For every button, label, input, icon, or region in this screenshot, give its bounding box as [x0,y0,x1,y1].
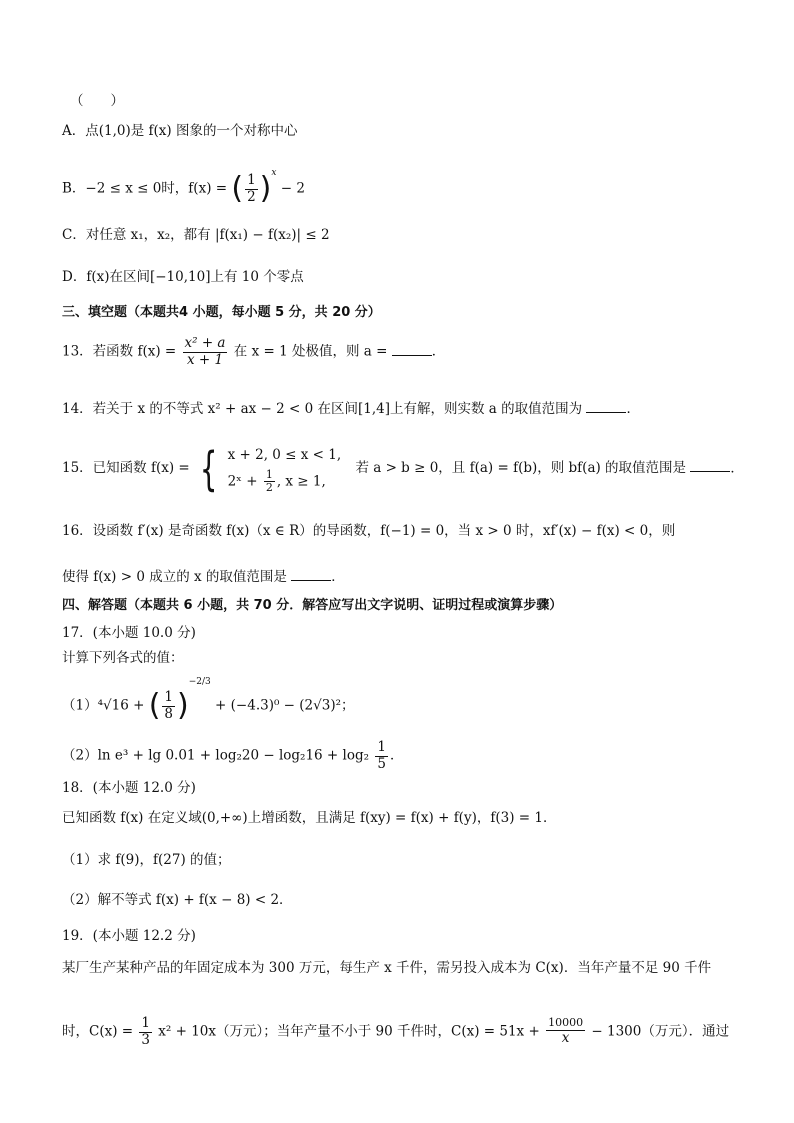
q18-intro: 已知函数 f(x) 在定义域(0,+∞)上增函数，且满足 f(xy) = f(x) + f(y)，f(3) = 1． [62,810,557,826]
q19-heading: 19．(本小题 12.2 分) [62,928,196,944]
q16-answer-blank [291,568,331,581]
question-16-line-1: 16．设函数 f′(x) 是奇函数 f(x)（x ∈ R）的导函数，f(−1) = 0，当 x > 0 时，xf′(x) − f(x) < 0，则 [62,523,676,539]
q12-option-a: A．点(1,0)是 f(x) 图象的一个对称中心 [62,123,298,139]
q17-heading: 17．(本小题 10.0 分) [62,625,196,641]
q18-part-1: （1）求 f(9)，f(27) 的值； [62,852,231,868]
q17-part-1: （1）⁴√16 + ( $\frac{1}{8}$ )$^{-2/3}$ + (−4.3)⁰ − (2√3)²； [62,677,355,724]
third-fraction: $\frac{1}{3}$ [141,1015,150,1048]
question-16-line-2: 使得 f(x) > 0 成立的 x 的取值范围是 ． [62,569,345,585]
fifth-fraction: $\frac{1}{5}$ [377,739,386,772]
question-15: 15．已知函数 f(x) = { x + 2, 0 ≤ x < 1, 2ˣ + $\frac{1}{2}$ , x ≥ 1, 若 a > b ≥ 0，且 f(a) = f(b)，则 bf(a) 的取值范围是 ． [62,441,744,496]
eighth-fraction: $\frac{1}{8}$ [164,689,173,722]
q19-line-1: 某厂生产某种产品的年固定成本为 300 万元，每生产 x 千件，需另投入成本为 C(x)．当年产量不足 90 千件 [62,960,712,976]
q17-part-2: （2）ln e³ + lg 0.01 + log₂20 − log₂16 + log₂ $\frac{1}{5}$ ． [62,739,404,772]
q13-fraction: $\frac{\text{x² + a}}{x + 1}$ [184,335,226,368]
q15-piecewise: x + 2, 0 ≤ x < 1, 2ˣ + $\frac{1}{2}$ , x ≥ 1, [227,447,342,495]
question-13: 13．若函数 f(x) = $\frac{\text{x² + a}}{x + 1}$ 在 x = 1 处极值，则 a = ． [62,335,446,368]
q15-answer-blank [690,459,730,472]
section-4-heading: 四、解答题（本题共 6 小题，共 70 分．解答应写出文字说明、证明过程或演算步骤） [62,598,563,613]
q18-part-2: （2）解不等式 f(x) + f(x − 8) < 2． [62,892,293,908]
q14-answer-blank [586,400,626,413]
question-14: 14．若关于 x 的不等式 x² + ax − 2 < 0 在区间[1,4]上有解，则实数 a 的取值范围为 ． [62,401,640,417]
ten-thousand-over-x-fraction: $\frac{10000}{x}$ [548,1016,584,1047]
half-fraction: $\frac{1}{2}$ [247,172,256,205]
q12-option-b: B．−2 ≤ x ≤ 0时，f(x) = ( $\frac{1}{2}$ )$^x$ − 2 [62,168,305,207]
q17-intro: 计算下列各式的值： [62,650,184,666]
q19-line-2: 时，C(x) = $\frac{1}{3}$ x² + 10x（万元）；当年产量不小于 90 千件时，C(x) = 51x + $\frac{10000}{x}$ − 1300（万元）．通过 [62,1015,730,1048]
q18-heading: 18．(本小题 12.0 分) [62,780,196,796]
q12-option-d: D．f(x)在区间[−10,10]上有 10 个零点 [62,269,304,285]
q13-answer-blank [392,343,432,356]
answer-paren: （ ） [70,93,124,109]
q12-option-c: C．对任意 x₁，x₂，都有 |f(x₁) − f(x₂)| ≤ 2 [62,227,330,243]
section-3-heading: 三、填空题（本题共4 小题，每小题 5 分，共 20 分） [62,305,381,320]
